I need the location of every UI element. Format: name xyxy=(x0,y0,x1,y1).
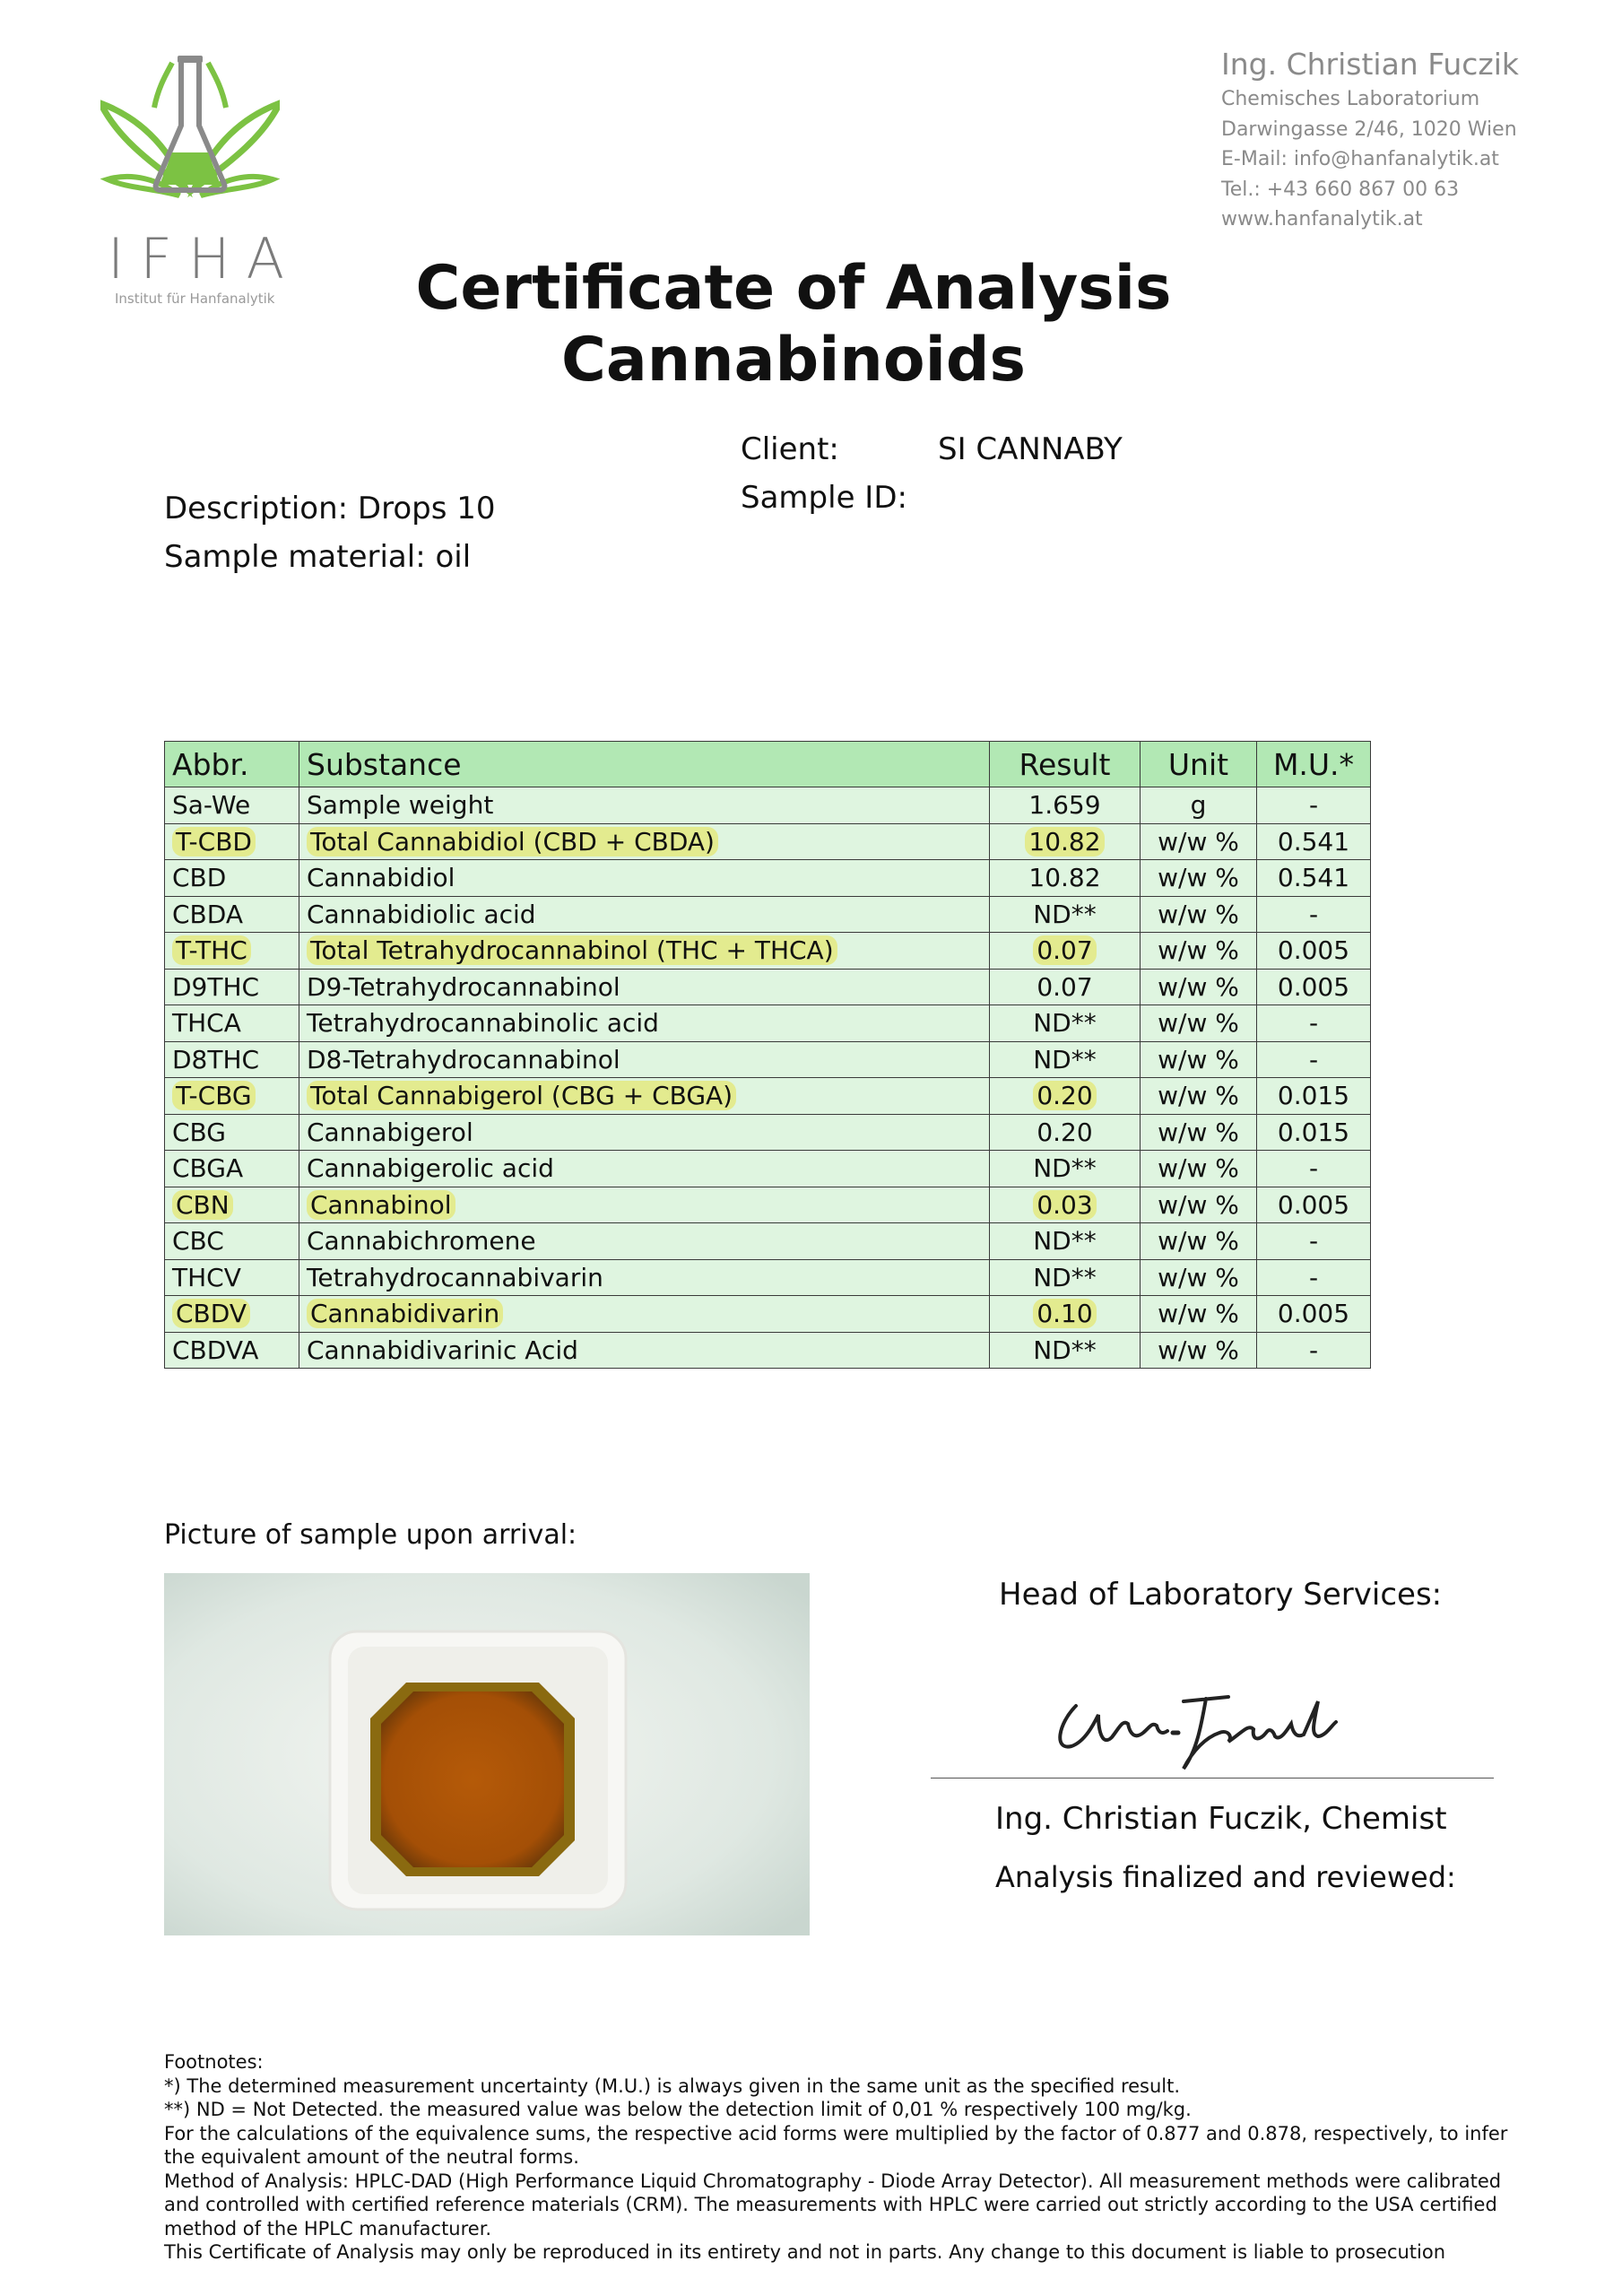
cell-unit xyxy=(1141,787,1257,824)
cell-result-text: 10.82 xyxy=(1025,827,1104,857)
cell-substance xyxy=(299,1005,990,1042)
cell-result xyxy=(990,1041,1141,1078)
cell-substance xyxy=(299,933,990,970)
table-row xyxy=(165,860,1371,897)
cell-substance xyxy=(299,1114,990,1151)
handwritten-signature xyxy=(1049,1670,1354,1778)
cell-mu xyxy=(1257,1078,1371,1115)
footnote-reproduction: This Certificate of Analysis may only be reproduced in its entirety and not in parts. Any change to this document is liable to prosecution xyxy=(164,2241,1446,2263)
cell-result-text: ND** xyxy=(1033,1262,1097,1292)
lab-department: Chemisches Laboratorium xyxy=(1221,88,1480,110)
cell-mu-text: - xyxy=(1308,1262,1319,1292)
cell-substance-text: Tetrahydrocannabivarin xyxy=(307,1262,603,1292)
cell-unit xyxy=(1141,969,1257,1005)
cell-result xyxy=(990,823,1141,860)
cell-substance xyxy=(299,1332,990,1369)
cell-abbr xyxy=(165,1151,299,1187)
cell-abbr xyxy=(165,860,299,897)
cell-abbr-text: THCV xyxy=(172,1262,241,1292)
cell-substance xyxy=(299,896,990,933)
cell-result-text: ND** xyxy=(1033,1044,1097,1074)
cell-abbr xyxy=(165,1223,299,1260)
cell-substance xyxy=(299,1151,990,1187)
table-row xyxy=(165,1332,1371,1369)
header-abbr: Abbr. xyxy=(165,742,299,787)
cell-unit xyxy=(1141,860,1257,897)
lab-address: Darwingasse 2/46, 1020 Wien xyxy=(1221,117,1517,141)
ifha-logo-icon xyxy=(100,54,280,206)
cell-result xyxy=(990,1259,1141,1296)
cell-abbr xyxy=(165,787,299,824)
cell-unit xyxy=(1141,1332,1257,1369)
cell-result xyxy=(990,896,1141,933)
cell-abbr xyxy=(165,1259,299,1296)
cell-unit-text: w/w % xyxy=(1158,826,1239,857)
cell-abbr-text: CBDV xyxy=(172,1299,250,1328)
table-row xyxy=(165,1151,1371,1187)
cell-abbr xyxy=(165,823,299,860)
title-line-2: Cannabinoids xyxy=(560,325,1027,396)
cell-abbr-text: T-CBD xyxy=(172,827,256,857)
cell-abbr xyxy=(165,933,299,970)
header-unit: Unit xyxy=(1141,742,1257,787)
cell-unit-text: w/w % xyxy=(1158,1153,1239,1184)
picture-label: Picture of sample upon arrival: xyxy=(164,1519,577,1551)
cell-substance xyxy=(299,1296,990,1333)
cell-mu xyxy=(1257,933,1371,970)
cell-result-text: 10.82 xyxy=(1028,863,1101,893)
cell-abbr-text: Sa-We xyxy=(172,790,251,821)
cell-mu xyxy=(1257,1259,1371,1296)
cell-abbr-text: T-THC xyxy=(172,935,251,965)
cell-abbr xyxy=(165,969,299,1005)
cell-result-text: 0.10 xyxy=(1033,1299,1096,1328)
cell-mu-text: - xyxy=(1308,1044,1319,1074)
cell-unit xyxy=(1141,896,1257,933)
table-row xyxy=(165,1005,1371,1042)
lab-name: Ing. Christian Fuczik xyxy=(1221,47,1520,82)
cell-substance-text: Cannabidiol xyxy=(307,863,455,893)
cell-result-text: 0.07 xyxy=(1037,971,1093,1002)
lab-email: E-Mail: info@hanfanalytik.at xyxy=(1221,148,1499,170)
cell-unit-text: w/w % xyxy=(1158,899,1239,929)
cell-mu xyxy=(1257,823,1371,860)
cell-substance-text: Sample weight xyxy=(307,790,494,821)
cell-substance-text: Cannabidiolic acid xyxy=(307,899,536,929)
cell-abbr-text: CBD xyxy=(172,863,227,893)
cell-unit xyxy=(1141,1259,1257,1296)
footnote-mu: *) The determined measurement uncertainty (M.U.) is always given in the same unit as the specified result. xyxy=(164,2074,1181,2097)
footnotes-heading: Footnotes: xyxy=(164,2051,264,2073)
cell-unit-text: w/w % xyxy=(1158,1189,1239,1220)
cell-result xyxy=(990,1151,1141,1187)
cell-unit-text: w/w % xyxy=(1158,1081,1239,1111)
cell-abbr xyxy=(165,1187,299,1223)
header-mu: M.U.* xyxy=(1257,742,1371,787)
cell-unit-text: w/w % xyxy=(1158,1008,1239,1039)
cell-unit-text: w/w % xyxy=(1158,1335,1239,1365)
cell-mu-text: - xyxy=(1308,899,1319,929)
cell-substance-text: Cannabinol xyxy=(307,1190,455,1220)
logo-subtitle: Institut für Hanfanalytik xyxy=(115,291,275,307)
sample-material: Sample material: oil xyxy=(164,539,472,575)
cell-abbr-text: CBG xyxy=(172,1117,226,1147)
cell-mu-text: - xyxy=(1308,1153,1319,1184)
header-substance: Substance xyxy=(299,742,990,787)
cell-substance xyxy=(299,1078,990,1115)
cell-unit-text: w/w % xyxy=(1158,1044,1239,1074)
table-header-row xyxy=(165,742,1371,787)
cell-result-text: 0.03 xyxy=(1033,1190,1096,1220)
cell-mu-text: 0.541 xyxy=(1277,863,1350,893)
cell-substance-text: D9-Tetrahydrocannabinol xyxy=(307,971,620,1002)
cell-abbr-text: CBDA xyxy=(172,899,243,929)
table-row xyxy=(165,823,1371,860)
cell-unit xyxy=(1141,933,1257,970)
client-label: Client: xyxy=(741,431,839,467)
footnotes xyxy=(164,2050,1536,2265)
table-row xyxy=(165,1114,1371,1151)
footnote-nd: **) ND = Not Detected. the measured value was below the detection limit of 0,01 % respectively 100 mg/kg. xyxy=(164,2099,1192,2120)
cell-substance-text: Cannabigerolic acid xyxy=(307,1153,554,1184)
cell-mu-text: 0.005 xyxy=(1277,971,1350,1002)
cell-mu xyxy=(1257,1223,1371,1260)
cell-result-text: ND** xyxy=(1033,1335,1097,1365)
cell-unit-text: w/w % xyxy=(1158,1299,1239,1329)
cell-mu-text: - xyxy=(1308,1335,1319,1365)
cell-substance xyxy=(299,787,990,824)
cell-abbr-text: THCA xyxy=(172,1008,241,1039)
table-body xyxy=(165,787,1371,1369)
client-value: SI CANNABY xyxy=(938,431,1123,467)
cell-mu-text: 0.005 xyxy=(1277,1299,1350,1329)
cell-substance-text: D8-Tetrahydrocannabinol xyxy=(307,1044,620,1074)
cell-result xyxy=(990,1114,1141,1151)
lab-phone: Tel.: +43 660 867 00 63 xyxy=(1221,178,1460,201)
table-row xyxy=(165,787,1371,824)
cell-mu-text: 0.005 xyxy=(1277,935,1350,966)
cell-unit xyxy=(1141,1223,1257,1260)
cell-mu xyxy=(1257,787,1371,824)
cell-result xyxy=(990,860,1141,897)
table-row xyxy=(165,933,1371,970)
cell-mu xyxy=(1257,896,1371,933)
cell-substance-text: Total Tetrahydrocannabinol (THC + THCA) xyxy=(307,935,837,965)
cell-unit xyxy=(1141,1296,1257,1333)
cell-mu-text: 0.541 xyxy=(1277,826,1350,857)
table-row xyxy=(165,1223,1371,1260)
footnote-method: Method of Analysis: HPLC-DAD (High Performance Liquid Chromatography - Diode Array Detector). All measurement methods were calibrated and controlled with certified reference materials (CRM). The measurements with HPLC were carried out strictly according to the USA certified method of the HPLC manufacturer. xyxy=(164,2170,1502,2239)
cell-abbr-text: CBC xyxy=(172,1226,224,1257)
cell-result xyxy=(990,1332,1141,1369)
lab-website: www.hanfanalytik.at xyxy=(1221,208,1423,230)
cell-result-text: ND** xyxy=(1033,899,1097,929)
cell-abbr xyxy=(165,1078,299,1115)
cell-substance xyxy=(299,1041,990,1078)
cell-result xyxy=(990,1223,1141,1260)
cell-unit xyxy=(1141,1041,1257,1078)
cell-substance xyxy=(299,1259,990,1296)
cell-mu xyxy=(1257,1296,1371,1333)
cell-mu-text: 0.015 xyxy=(1277,1117,1350,1147)
cell-abbr xyxy=(165,1041,299,1078)
cell-unit xyxy=(1141,1005,1257,1042)
cell-result-text: ND** xyxy=(1033,1226,1097,1257)
cell-result xyxy=(990,933,1141,970)
cell-mu xyxy=(1257,1114,1371,1151)
cell-mu-text: - xyxy=(1308,790,1319,821)
cell-abbr xyxy=(165,1005,299,1042)
cell-unit-text: w/w % xyxy=(1158,971,1239,1002)
cell-result xyxy=(990,969,1141,1005)
cell-mu xyxy=(1257,1151,1371,1187)
results-table xyxy=(164,741,1371,1369)
cell-substance-text: Total Cannabigerol (CBG + CBGA) xyxy=(307,1081,736,1110)
cell-mu-text: - xyxy=(1308,1008,1319,1039)
cell-result xyxy=(990,1187,1141,1223)
cell-unit-text: w/w % xyxy=(1158,1262,1239,1292)
cell-unit-text: g xyxy=(1190,790,1207,821)
cell-result xyxy=(990,787,1141,824)
sample-id-label: Sample ID: xyxy=(741,480,907,516)
cell-abbr-text: CBGA xyxy=(172,1153,244,1184)
cell-substance-text: Cannabidivarinic Acid xyxy=(307,1335,578,1365)
cell-result-text: ND** xyxy=(1033,1008,1097,1039)
page-title xyxy=(0,253,1587,396)
cell-abbr-text: CBDVA xyxy=(172,1335,259,1365)
signature-heading: Head of Laboratory Services: xyxy=(999,1577,1443,1613)
table-row xyxy=(165,1296,1371,1333)
cell-unit-text: w/w % xyxy=(1158,863,1239,893)
table-row xyxy=(165,1259,1371,1296)
signer-name: Ing. Christian Fuczik, Chemist xyxy=(995,1801,1447,1837)
cell-result-text: ND** xyxy=(1033,1153,1097,1184)
cell-substance xyxy=(299,969,990,1005)
cell-mu xyxy=(1257,1005,1371,1042)
cell-substance xyxy=(299,1187,990,1223)
cell-mu xyxy=(1257,1187,1371,1223)
cell-unit-text: w/w % xyxy=(1158,935,1239,966)
sample-photo xyxy=(164,1573,810,1935)
table-row xyxy=(165,896,1371,933)
cell-unit xyxy=(1141,1151,1257,1187)
analysis-status: Analysis finalized and reviewed: xyxy=(995,1860,1456,1894)
signature-line xyxy=(931,1778,1494,1779)
cell-abbr xyxy=(165,1332,299,1369)
cell-result-text: 0.20 xyxy=(1033,1081,1096,1110)
cell-result xyxy=(990,1296,1141,1333)
cell-unit-text: w/w % xyxy=(1158,1117,1239,1147)
cell-result xyxy=(990,1078,1141,1115)
cell-unit xyxy=(1141,823,1257,860)
cell-substance-text: Tetrahydrocannabinolic acid xyxy=(307,1008,659,1039)
cell-abbr-text: D9THC xyxy=(172,971,260,1002)
cell-mu xyxy=(1257,1041,1371,1078)
cell-abbr xyxy=(165,896,299,933)
logo-name: IFHA xyxy=(108,226,300,291)
cell-mu xyxy=(1257,860,1371,897)
cell-mu-text: 0.005 xyxy=(1277,1189,1350,1220)
cell-abbr-text: D8THC xyxy=(172,1044,260,1074)
table-row xyxy=(165,1187,1371,1223)
header-result: Result xyxy=(990,742,1141,787)
cell-abbr xyxy=(165,1114,299,1151)
table-row xyxy=(165,1078,1371,1115)
cell-abbr-text: CBN xyxy=(172,1190,233,1220)
cell-unit xyxy=(1141,1078,1257,1115)
cell-abbr-text: T-CBG xyxy=(172,1081,256,1110)
table-row xyxy=(165,1041,1371,1078)
cell-substance-text: Cannabichromene xyxy=(307,1226,536,1257)
cell-substance-text: Cannabidivarin xyxy=(307,1299,503,1328)
cell-result xyxy=(990,1005,1141,1042)
lab-contact-block xyxy=(1221,45,1519,235)
footnote-calculation: For the calculations of the equivalence sums, the respective acid forms were multiplied by the factor of 0.877 and 0.878, respectively, to infer the equivalent amount of the neutral forms. xyxy=(164,2122,1508,2168)
cell-substance xyxy=(299,860,990,897)
cell-mu-text: 0.015 xyxy=(1277,1081,1350,1111)
cell-result-text: 0.20 xyxy=(1037,1117,1093,1147)
title-line-1: Certificate of Analysis xyxy=(415,253,1172,324)
table-row xyxy=(165,969,1371,1005)
cell-unit xyxy=(1141,1187,1257,1223)
cell-abbr xyxy=(165,1296,299,1333)
cell-substance xyxy=(299,1223,990,1260)
cell-substance-text: Cannabigerol xyxy=(307,1117,473,1147)
cell-unit-text: w/w % xyxy=(1158,1226,1239,1257)
cell-mu xyxy=(1257,1332,1371,1369)
cell-mu-text: - xyxy=(1308,1226,1319,1257)
cell-unit xyxy=(1141,1114,1257,1151)
cell-substance xyxy=(299,823,990,860)
cell-substance-text: Total Cannabidiol (CBD + CBDA) xyxy=(307,827,718,857)
sample-description: Description: Drops 10 xyxy=(164,491,496,526)
cell-result-text: 0.07 xyxy=(1033,935,1096,965)
cell-mu xyxy=(1257,969,1371,1005)
cell-result-text: 1.659 xyxy=(1028,790,1101,821)
